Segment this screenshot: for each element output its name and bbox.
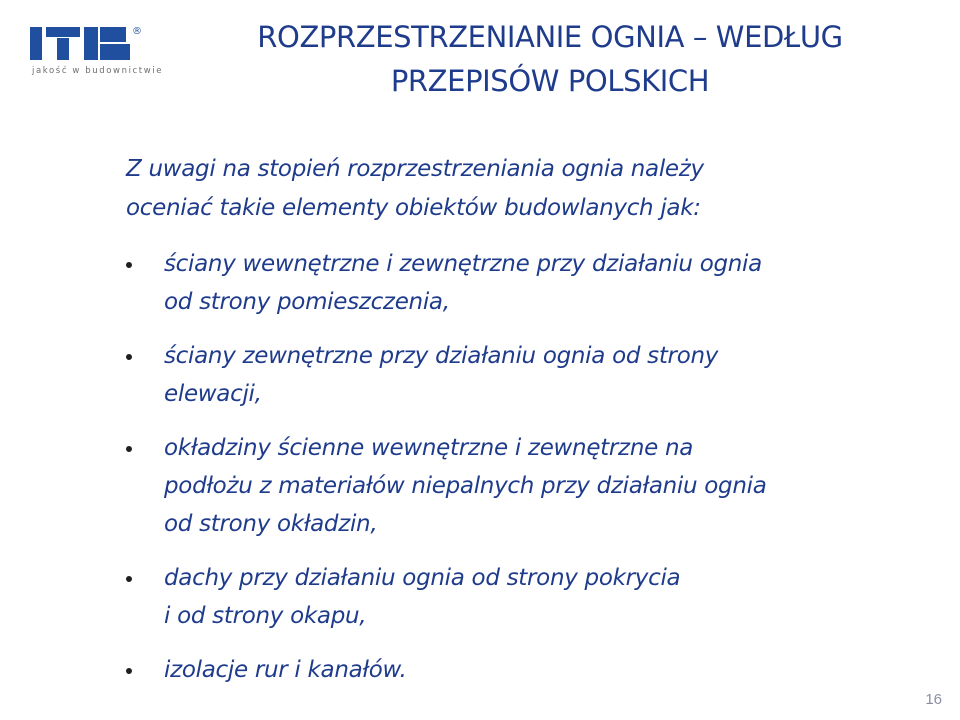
bullet-line: okładziny ścienne wewnętrzne i zewnętrzne na bbox=[164, 435, 694, 461]
itb-logo bbox=[30, 22, 164, 84]
logo-tagline: jakość w budownictwie bbox=[32, 66, 164, 76]
bullet-line: i od strony okapu, bbox=[164, 603, 367, 629]
registered-mark: ® bbox=[132, 26, 142, 37]
bullet-list bbox=[126, 245, 926, 689]
bullet-line: dachy przy działaniu ognia od strony pokrycia bbox=[164, 565, 681, 591]
bullet-dot-icon bbox=[126, 668, 132, 674]
bullet-dot-icon bbox=[126, 354, 132, 360]
bullet-line: izolacje rur i kanałów. bbox=[164, 657, 407, 683]
bullet-dot-icon bbox=[126, 262, 132, 268]
bullet-line: ściany zewnętrzne przy działaniu ognia od strony bbox=[164, 343, 719, 369]
intro-line: oceniać takie elementy obiektów budowlanych jak: bbox=[126, 195, 701, 221]
bullet-dot-icon bbox=[126, 446, 132, 452]
bullet-line: elewacji, bbox=[164, 381, 262, 407]
intro-line: Z uwagi na stopień rozprzestrzeniania ognia należy bbox=[126, 156, 704, 182]
bullet-item bbox=[126, 651, 926, 689]
bullet-item bbox=[126, 337, 926, 413]
slide-title-line-1: ROZPRZESTRZENIANIE OGNIA – WEDŁUG bbox=[257, 20, 843, 54]
bullet-dot-icon bbox=[126, 576, 132, 582]
intro-paragraph bbox=[126, 150, 926, 228]
itb-logo-mark bbox=[30, 22, 155, 62]
bullet-line: od strony okładzin, bbox=[164, 511, 378, 537]
bullet-line: od strony pomieszczenia, bbox=[164, 289, 450, 315]
page-number: 16 bbox=[925, 691, 942, 708]
bullet-line: podłożu z materiałów niepalnych przy działaniu ognia bbox=[164, 473, 767, 499]
bullet-item bbox=[126, 559, 926, 635]
slide-content bbox=[126, 150, 926, 705]
bullet-item bbox=[126, 245, 926, 321]
bullet-line: ściany wewnętrzne i zewnętrzne przy działaniu ognia bbox=[164, 251, 762, 277]
bullet-item bbox=[126, 429, 926, 543]
slide-title-line-2: PRZEPISÓW POLSKICH bbox=[390, 64, 710, 98]
